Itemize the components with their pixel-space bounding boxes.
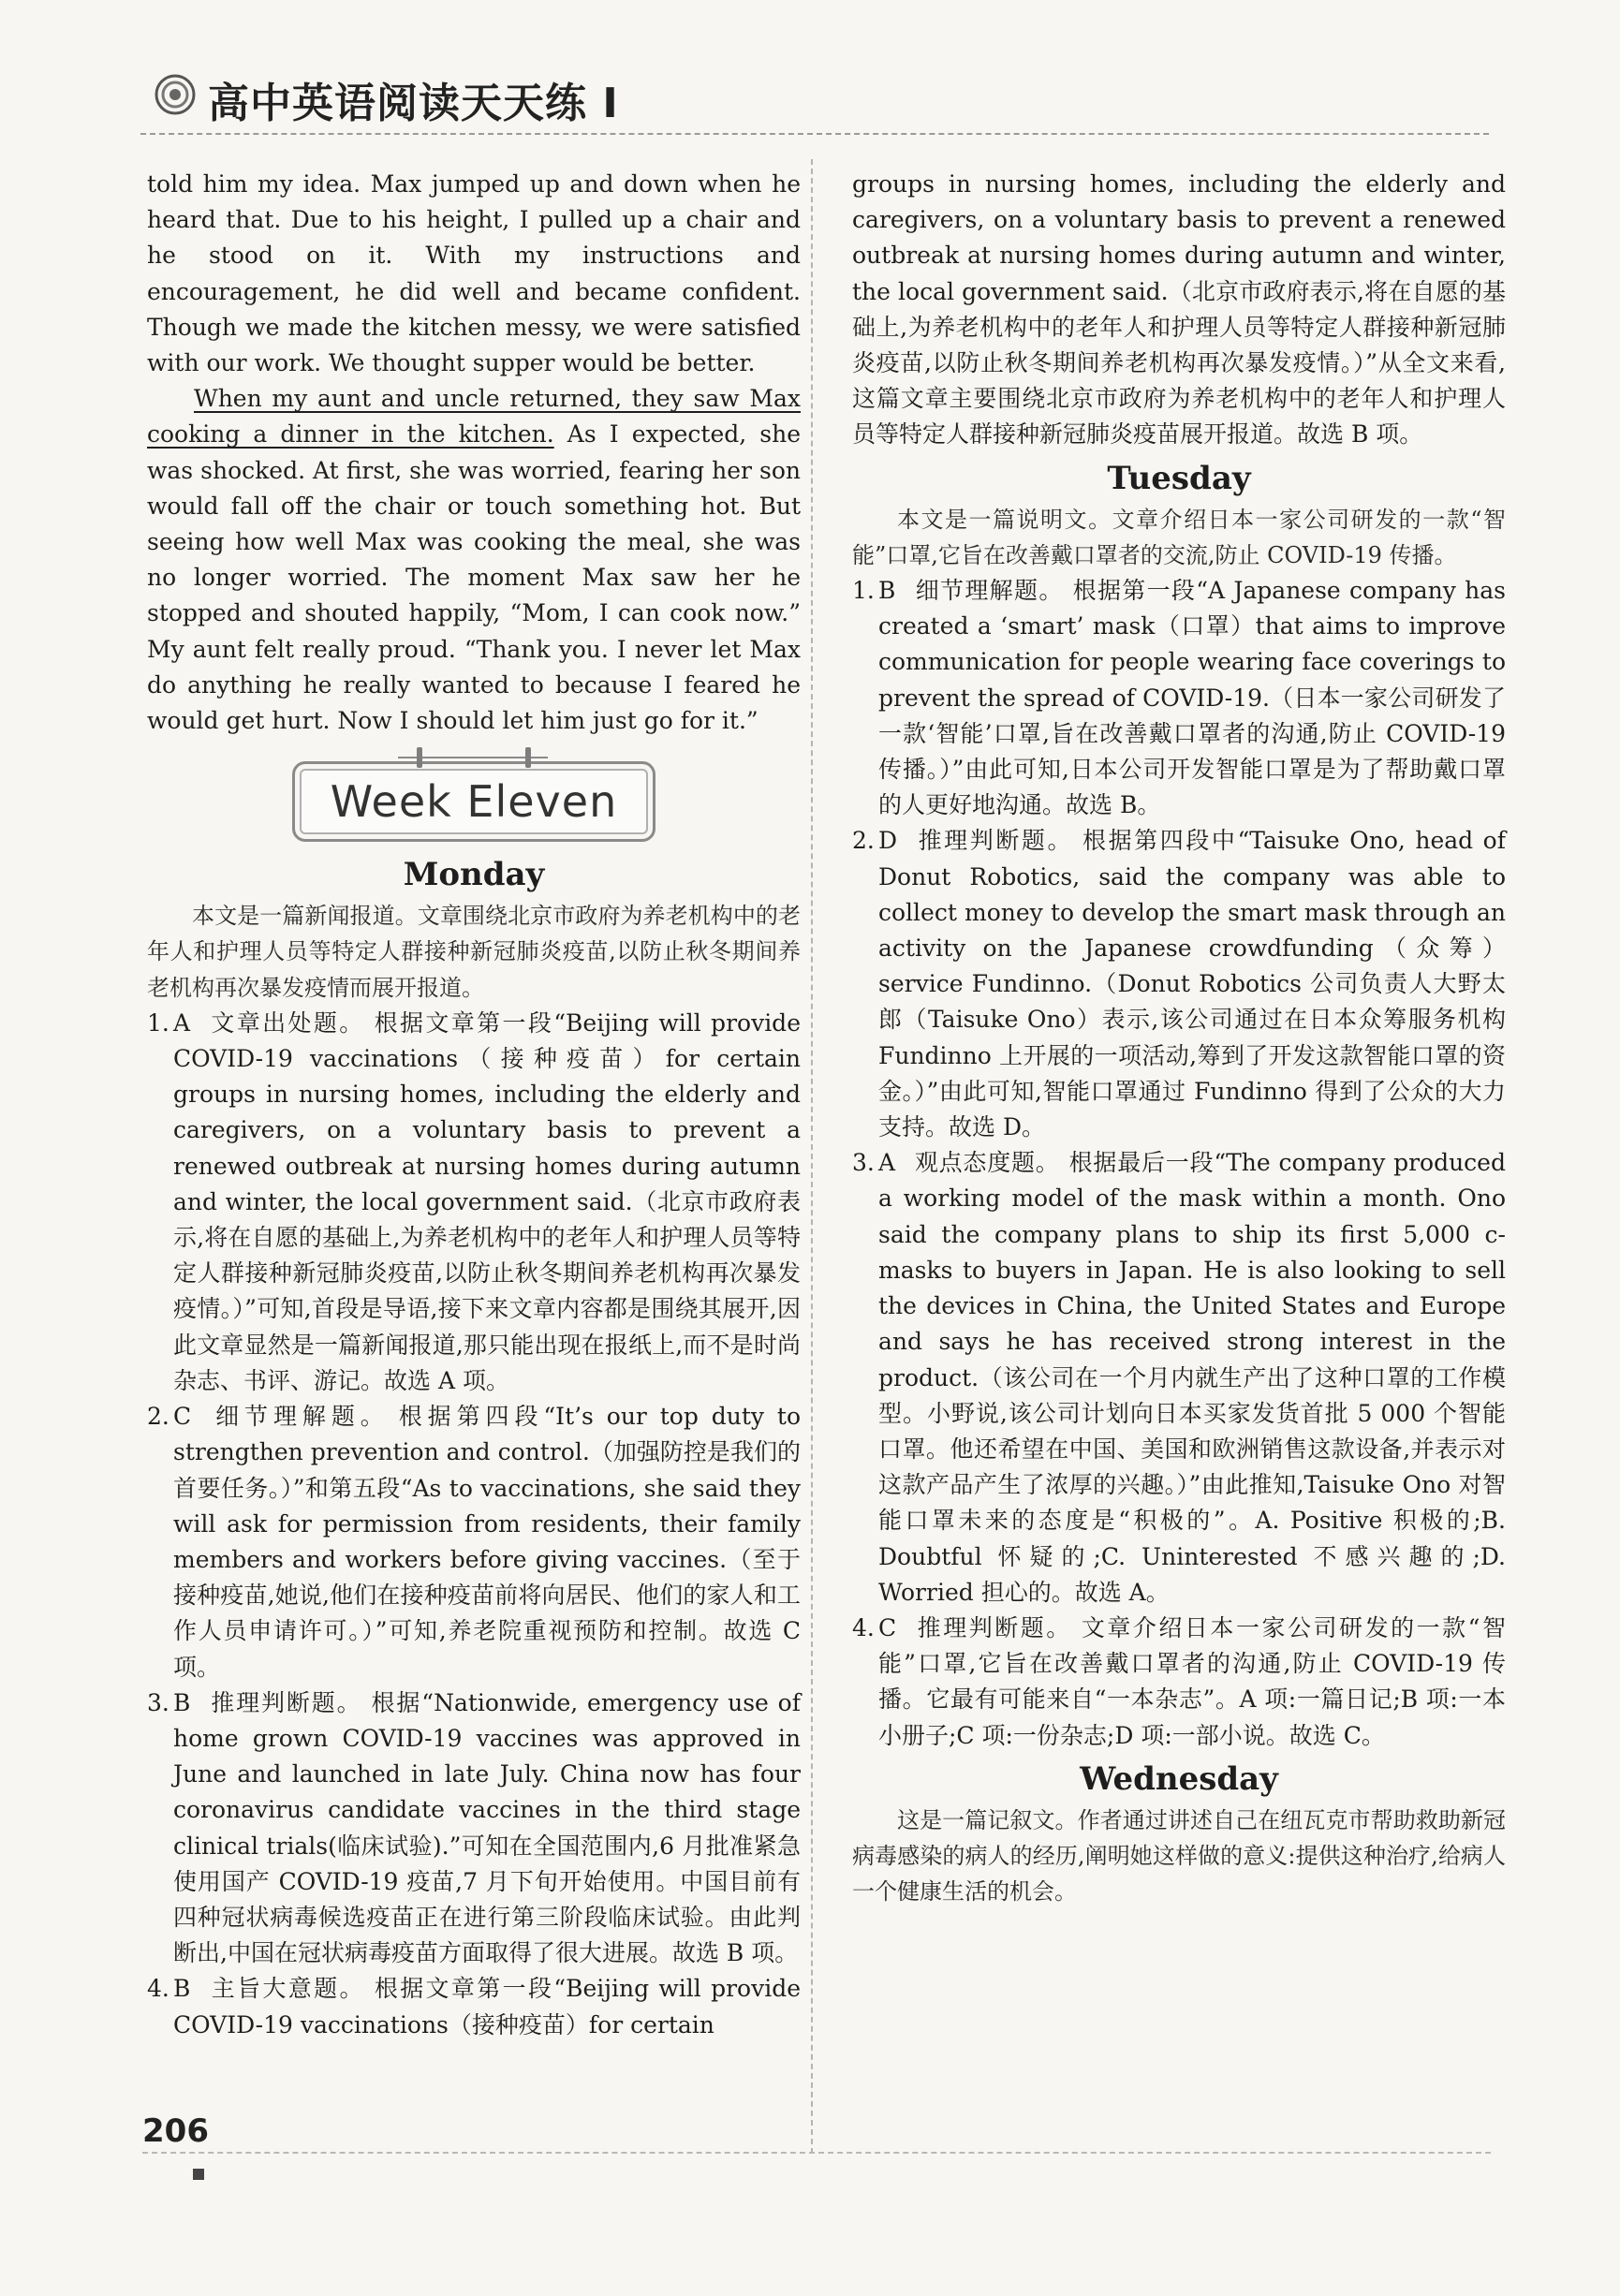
week-title: Week Eleven bbox=[330, 776, 618, 828]
question-type: 主旨大意题。 bbox=[209, 1975, 365, 2003]
answer-letter: C bbox=[878, 1613, 897, 1641]
answer-item bbox=[147, 1685, 801, 1972]
answer-letter: A bbox=[878, 1149, 896, 1177]
section-title-wednesday: Wednesday bbox=[1080, 1759, 1278, 1798]
header-divider bbox=[140, 133, 1489, 135]
explanation-text: 根据第四段“It’s our top duty to strengthen prevention and control.（加强防控是我们的首要任务。）”和第五段“As to vaccinations, she said they will ask for permission from residents, their family members and workers before giving vaccines.（至于接种疫苗,她说,他们在接种疫苗前将向居民、他们的家人和工作人员申请许可。）”可知,养老院重视预防和控制。故选 C 项。 bbox=[173, 1403, 801, 1681]
item-number: 1. bbox=[852, 577, 875, 605]
spiral-logo-icon bbox=[154, 73, 197, 116]
answer-item bbox=[852, 1145, 1506, 1611]
right-column bbox=[852, 167, 1506, 1909]
footer-square-icon bbox=[193, 2169, 204, 2180]
item-number: 3. bbox=[852, 1149, 875, 1177]
item-number: 4. bbox=[852, 1613, 875, 1641]
answer-letter: C bbox=[173, 1403, 192, 1431]
answer-item bbox=[147, 1971, 801, 2042]
question-type: 观点态度题。 bbox=[914, 1149, 1060, 1177]
article-summary: 本文是一篇说明文。文章介绍日本一家公司研发的一款“智能”口罩,它旨在改善戴口罩者的交流,防止 COVID-19 传播。 bbox=[852, 506, 1506, 568]
story-paragraph bbox=[147, 381, 801, 739]
underlined-sentence: When my aunt and uncle returned, they saw Max cooking a dinner in the kitchen. bbox=[147, 385, 801, 449]
answer-item bbox=[147, 1399, 801, 1685]
explanation-text: 文章介绍日本一家公司研发的一款“智能”口罩,它旨在改善戴口罩者的沟通,防止 COVID-19 传播。它最有可能来自“一本杂志”。A 项:一篇日记;B 项:一本小册子;C 项:一份杂志;D 项:一部小说。故选 C。 bbox=[878, 1613, 1506, 1749]
explanation-text: 根据文章第一段“Beijing will provide COVID-19 vaccinations（接种疫苗）for certain groups in nursing homes, including the elderly and caregivers, on a voluntary basis to prevent a renewed outbreak at nursing homes during autumn and winter, the local government said.（北京市政府表示,将在自愿的基础上,为养老机构中的老年人和护理人员等特定人群接种新冠肺炎疫苗,以防止秋冬期间养老机构再次暴发疫情。）”可知,首段是导语,接下来文章内容都是围绕其展开,因此文章显然是一篇新闻报道,那只能出现在报纸上,而不是时尚杂志、书评、游记。故选 A 项。 bbox=[173, 1008, 801, 1394]
page-number: 206 bbox=[142, 2112, 209, 2150]
answer-letter: D bbox=[878, 827, 898, 855]
answer-letter: B bbox=[173, 1688, 191, 1716]
explanation-text: 根据最后一段“The company produced a working model of the mask within a month. Ono said the company plans to ship its first 5,000 c-masks to buyers in Japan. He is also looking to sell the devices in China, the United States and Europe and says he has received strong interest in the product.（该公司在一个月内就生产出了这种口罩的工作模型。小野说,该公司计划向日本买家发货首批 5 000 个智能口罩。他还希望在中国、美国和欧洲销售这款设备,并表示对这款产品产生了浓厚的兴趣。）”由此推知,Taisuke Ono 对智能口罩未来的态度是“积极的”。A. Positive 积极的;B. Doubtful 怀疑的;C. Uninterested 不感兴趣的;D. Worried 担心的。故选 A。 bbox=[878, 1149, 1506, 1606]
page-header bbox=[140, 66, 1489, 140]
left-column bbox=[147, 167, 801, 2043]
item-number: 2. bbox=[852, 827, 875, 855]
item-number: 2. bbox=[147, 1403, 169, 1431]
explanation-text: 根据“Nationwide, emergency use of home grown COVID-19 vaccines was approved in June and launched in late July. China now has four coronavirus candidate vaccines in the third stage clinical trials(临床试验).”可知在全国范围内,6 月批准紧急使用国产 COVID-19 疫苗,7 月下旬开始使用。中国目前有四种冠状病毒候选疫苗正在进行第三阶段临床试验。由此判断出,中国在冠状病毒疫苗方面取得了很大进展。故选 B 项。 bbox=[173, 1688, 801, 1967]
footer-divider bbox=[142, 2152, 1491, 2154]
question-type: 推理判断题。 bbox=[209, 1688, 362, 1716]
question-type: 细节理解题。 bbox=[914, 577, 1064, 605]
item-number: 3. bbox=[147, 1688, 169, 1716]
section-title-tuesday: Tuesday bbox=[1107, 459, 1251, 497]
answer-letter: B bbox=[878, 577, 896, 605]
answer-letter: B bbox=[173, 1975, 191, 2003]
answer-item bbox=[852, 823, 1506, 1145]
book-title: 高中英语阅读天天练 I bbox=[208, 80, 619, 127]
item-number: 4. bbox=[147, 1975, 169, 2003]
week-title-box bbox=[292, 761, 655, 842]
answer-letter: A bbox=[173, 1008, 191, 1037]
continued-explanation: groups in nursing homes, including the elderly and caregivers, on a voluntary basis to prevent a renewed outbreak at nursing homes during autumn and winter, the local government said.（北京市政府表示,将在自愿的基础上,为养老机构中的老年人和护理人员等特定人群接种新冠肺炎疫苗,以防止秋冬期间养老机构再次暴发疫情。）”从全文来看,这篇文章主要围绕北京市政府为养老机构中的老年人和护理人员等特定人群接种新冠肺炎疫苗展开报道。故选 B 项。 bbox=[852, 170, 1506, 449]
answer-item bbox=[852, 1611, 1506, 1754]
answer-item bbox=[147, 1006, 801, 1399]
column-divider bbox=[811, 159, 813, 2154]
question-type: 细节理解题。 bbox=[210, 1403, 390, 1431]
answer-item bbox=[852, 573, 1506, 823]
story-paragraph: told him my idea. Max jumped up and down when he heard that. Due to his height, I pulled up a chair and he stood on it. With my instructions and encouragement, he did well and became confident. Though we made the kitchen messy, we were satisfied with our work. We thought supper would be better. bbox=[147, 170, 801, 377]
item-number: 1. bbox=[147, 1008, 169, 1037]
article-summary: 这是一篇记叙文。作者通过讲述自己在纽瓦克市帮助救助新冠病毒感染的病人的经历,阐明她这样做的意义:提供这种治疗,给病人一个健康生活的机会。 bbox=[852, 1806, 1506, 1906]
question-type: 推理判断题。 bbox=[916, 827, 1074, 855]
question-type: 文章出处题。 bbox=[209, 1008, 365, 1037]
story-text: As I expected, she was shocked. At first, she was worried, fearing her son would fall off the chair or touch something hot. But seeing how well Max was cooking the meal, she was no longer worried. The moment Max saw her he stopped and shouted happily, “Mom, I can cook now.” My aunt felt really proud. “Thank you. I never let Max do anything he really wanted to because I feared he would get hurt. Now I should let him just go for it.” bbox=[147, 420, 801, 735]
explanation-text: 根据文章第一段“Beijing will provide COVID-19 vaccinations（接种疫苗）for certain bbox=[173, 1975, 801, 2038]
explanation-text: 根据第四段中“Taisuke Ono, head of Donut Robotics, said the company was able to collect money to develop the smart mask through an activity on the Japanese crowdfunding（众筹）service Fundinno.（Donut Robotics 公司负责人大野太郎（Taisuke Ono）表示,该公司通过在日本众筹服务机构 Fundinno 上开展的一项活动,筹到了开发这款智能口罩的资金。）”由此可知,智能口罩通过 Fundinno 得到了公众的大力支持。故选 D。 bbox=[878, 827, 1506, 1141]
binder-tab bbox=[525, 747, 531, 768]
article-summary: 本文是一篇新闻报道。文章围绕北京市政府为养老机构中的老年人和护理人员等特定人群接种新冠肺炎疫苗,以防止秋冬期间养老机构再次暴发疫情而展开报道。 bbox=[147, 903, 801, 1001]
binder-tab bbox=[417, 747, 422, 768]
explanation-text: 根据第一段“A Japanese company has created a ‘smart’ mask（口罩）that aims to improve communication for people wearing face coverings to prevent the spread of COVID-19.（日本一家公司研发了一款‘智能’口罩,旨在改善戴口罩者的沟通,防止 COVID-19 传播。）”由此可知,日本公司开发智能口罩是为了帮助戴口罩的人更好地沟通。故选 B。 bbox=[878, 577, 1506, 819]
section-title-monday: Monday bbox=[403, 856, 545, 894]
question-type: 推理判断题。 bbox=[915, 1613, 1072, 1641]
